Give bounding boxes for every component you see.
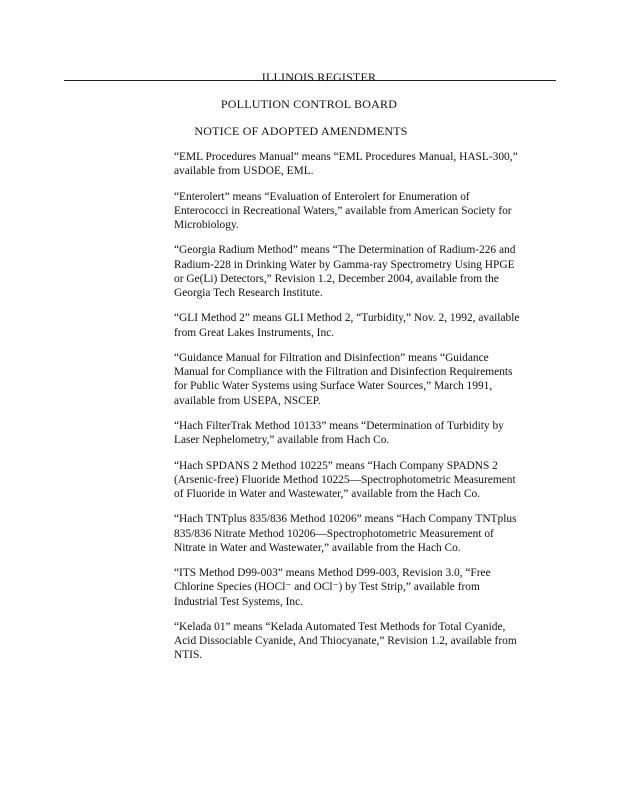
definition-guidance-manual: “Guidance Manual for Filtration and Disinfection” means “Guidance Manual for Compliance with the Filtration and Disinfection Requirements for Public Water Systems using Surface Water Sources,” March 1991, available from USEPA, NSCEP. (174, 351, 513, 407)
notice-title: NOTICE OF ADOPTED AMENDMENTS (194, 124, 408, 138)
definition-enterolert: “Enterolert” means “Evaluation of Enterolert for Enumeration of Enterococci in Recreational Waters,” available from American Society for Microbiology. (174, 190, 512, 231)
definition-georgia-radium-method: “Georgia Radium Method” means “The Determination of Radium-226 and Radium-228 in Drinking Water by Gamma-ray Spectrometry Using HPGE or Ge(Li) Detectors,” Revision 1.2, December 2004, available from the Georgia Tech Research Institute. (174, 244, 516, 299)
definition-hach-filtertrak: “Hach FilterTrak Method 10133” means “Determination of Turbidity by Laser Nephelometry,” available from Hach Co. (174, 419, 504, 447)
definition-gli-method-2: “GLI Method 2” means GLI Method 2, “Turbidity,” Nov. 2, 1992, available from Great Lakes Instruments, Inc. (174, 312, 520, 339)
definition-its-method: “ITS Method D99-003” means Method D99-003, Revision 3.0, “Free Chlorine Species (HOCl⁻ and OCl⁻) by Test Strip,” available from Industrial Test Systems, Inc. (174, 567, 491, 608)
definitions-list (174, 150, 526, 674)
definition-hach-spdans-2: “Hach SPDANS 2 Method 10225” means “Hach Company SPADNS 2 (Arsenic-free) Fluoride Method 10225—Spectrophotometric Measurement of Fluoride in Water and Wastewater,” available from the Hach Co. (174, 459, 516, 500)
board-title: POLLUTION CONTROL BOARD (220, 97, 398, 111)
definition-kelada-01: “Kelada 01” means “Kelada Automated Test Methods for Total Cyanide, Acid Dissociable Cyanide, And Thiocyanate,” Revision 1.2, available from NTIS. (174, 620, 517, 662)
register-title: ILLINOIS REGISTER (261, 70, 377, 84)
definition-hach-tntplus: “Hach TNTplus 835/836 Method 10206” means “Hach Company TNTplus 835/836 Nitrate Method 10206—Spectrophotometric Measurement of Nitrate in Water and Wastewater,” available from the Hach Co. (174, 513, 517, 554)
definition-eml-procedures-manual: “EML Procedures Manual” means “EML Procedures Manual, HASL-300,” available from USDOE, EML. (174, 151, 518, 178)
